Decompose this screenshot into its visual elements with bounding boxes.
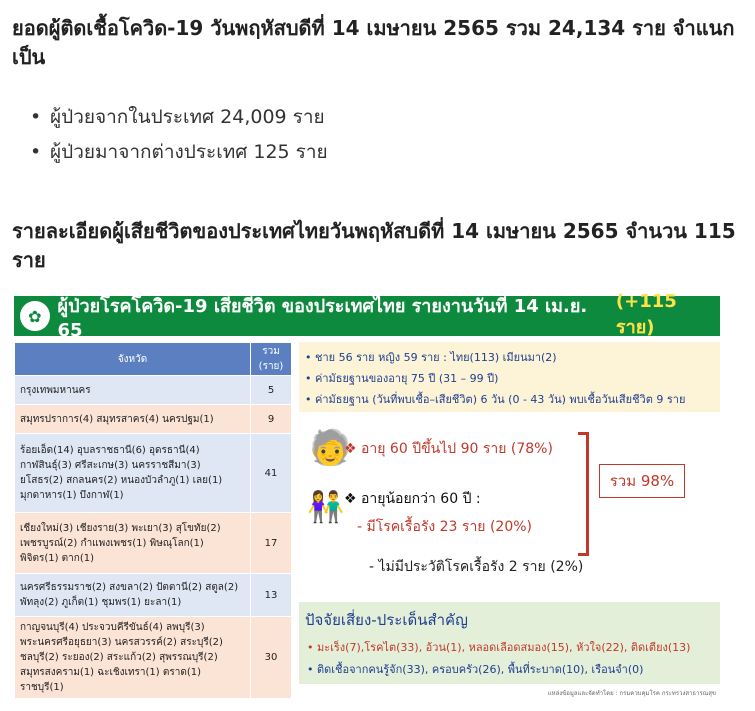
province-cell: สมุทรปราการ(4) สมุทรสาคร(4) นครปฐม(1) [15,405,251,434]
province-cell: กรุงเทพมหานคร [15,376,251,405]
province-table [14,342,292,699]
stat-median-days: • ค่ามัธยฐาน (วันที่พบเชื้อ–เสียชีวิต) 6 วัน (0 - 43 วัน) พบเชื้อวันเสียชีวิต 9 ราย [305,393,686,406]
risk-factors-box [299,602,720,684]
chronic-disease: - มีโรคเรื้อรัง 23 ราย (20%) [357,519,532,535]
count-cell: 13 [251,574,292,617]
count-cell: 41 [251,434,292,513]
province-cell: ร้อยเอ็ด(14) อุบลราชธานี(6) อุดรธานี(4) กาฬสินธุ์(3) ศรีสะเกษ(3) นครราชสีมา(3) ยโสธร(2) สกลนคร(2) หนองบัวลำภู(1) เลย(1) มุกดาหาร(1) บึงกาฬ(1) [15,434,251,513]
headline: ยอดผู้ติดเชื้อโควิด-19 วันพฤหัสบดีที่ 14 เมษายน 2565 รวม 24,134 ราย จำแนกเป็น [12,16,735,69]
table-row [15,574,292,617]
elderly-person-icon: 🧓 [309,428,352,468]
age-under-60: ❖ อายุน้อยกว่า 60 ปี : [344,491,481,507]
age-breakdown [299,420,720,596]
subheadline: รายละเอียดผู้เสียชีวิตของประเทศไทยวันพฤหัสบดีที่ 14 เมษายน 2565 จำนวน 115 ราย [12,219,736,272]
ministry-seal-icon: ✿ [20,301,50,331]
adults-icon: 👫 [307,490,345,525]
bullet-domestic: • ผู้ป่วยจากในประเทศ 24,009 ราย [30,100,328,135]
count-header: รวม (ราย) [251,343,292,376]
total-bracket [578,432,589,556]
infographic-banner [14,291,720,341]
table-row [15,376,292,405]
province-cell: เชียงใหม่(3) เชียงราย(3) พะเยา(3) สุโขทัย(2) เพชรบูรณ์(2) กำแพงเพชร(1) พิษณุโลก(1) พิจิตร(1) ตาก(1) [15,513,251,574]
table-row [15,434,292,513]
count-cell: 30 [251,617,292,699]
risk-title: ปัจจัยเสี่ยง-ประเด็นสำคัญ [305,611,468,629]
province-header: จังหวัด [15,343,251,376]
table-row [15,513,292,574]
banner-plus-count: (+115 ราย) [615,291,677,338]
deaths-infographic[interactable] [14,291,720,702]
province-cell: นครศรีธรรมราช(2) สงขลา(2) ปัตตานี(2) สตูล(2) พัทลุง(2) ภูเก็ต(1) ชุมพร(1) ยะลา(1) [15,574,251,617]
stat-median-age: • ค่ามัธยฐานของอายุ 75 ปี (31 – 99 ปี) [305,372,499,385]
total-percent-box: รวม 98% [599,464,685,498]
risk-exposure: • ติดเชื้อจากคนรู้จัก(33), ครอบครัว(26), พื้นที่ระบาด(10), เรือนจำ(0) [307,663,644,676]
table-row [15,405,292,434]
province-cell: กาญจนบุรี(4) ประจวบคีรีขันธ์(4) ลพบุรี(3) พระนครศรีอยุธยา(3) นครสวรรค์(2) สระบุรี(2) ชลบุรี(2) ระยอง(2) สระแก้ว(2) สุพรรณบุรี(2) สมุทรสงคราม(1) ฉะเชิงเทรา(1) ตราด(1) ราชบุรี(1) [15,617,251,699]
age-over-60: ❖ อายุ 60 ปีขึ้นไป 90 ราย (78%) [344,441,553,457]
case-bullet-list [30,100,328,170]
count-cell: 9 [251,405,292,434]
no-chronic-disease: - ไม่มีประวัติโรคเรื้อรัง 2 ราย (2%) [369,559,584,575]
risk-diseases: • มะเร็ง(7),โรคไต(33), อ้วน(1), หลอดเลือดสมอง(15), หัวใจ(22), ติดเตียง(13) [307,641,691,654]
stat-gender-nationality: • ชาย 56 ราย หญิง 59 ราย : ไทย(113) เมียนมา(2) [305,351,557,364]
banner-title: ผู้ป่วยโรคโควิด-19 เสียชีวิต ของประเทศไทย รายงานวันที่ 14 เม.ย. 65 [57,296,588,341]
table-row [15,617,292,699]
summary-stats-box [299,342,720,412]
bullet-imported: • ผู้ป่วยมาจากต่างประเทศ 125 ราย [30,135,328,170]
count-cell: 5 [251,376,292,405]
source-note: แหล่งข้อมูลและจัดทำโดย : กรมควบคุมโรค กระทรวงสาธารณสุข [547,690,716,697]
count-cell: 17 [251,513,292,574]
